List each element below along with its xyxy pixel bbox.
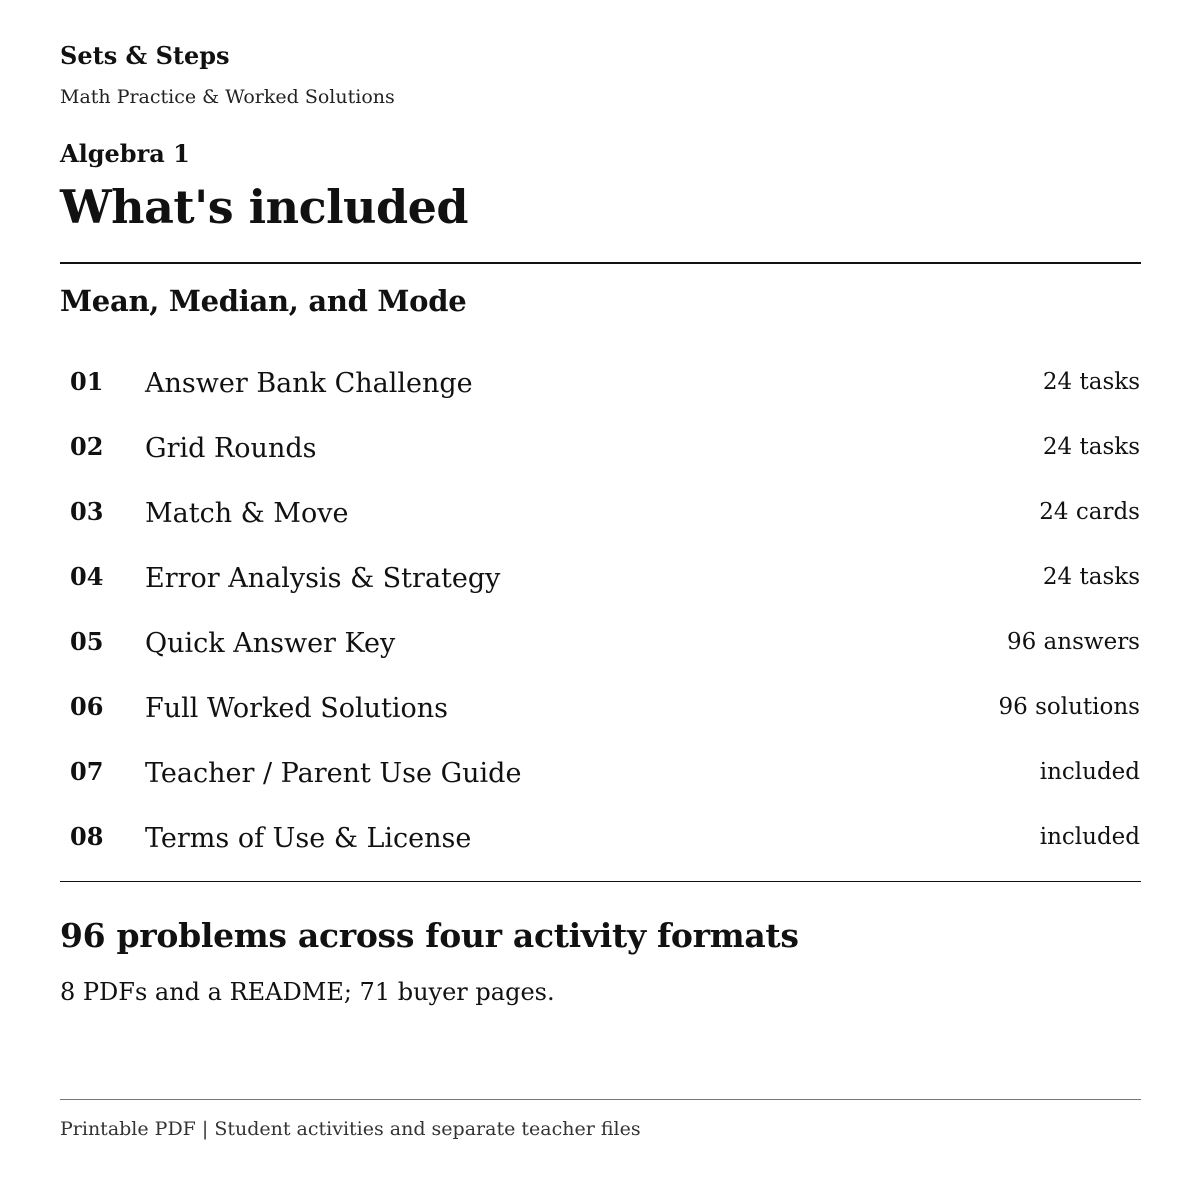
item-count: 96 solutions (998, 694, 1140, 720)
list-divider (60, 881, 1141, 882)
item-title: Quick Answer Key (145, 628, 396, 659)
footer-note: Printable PDF | Student activities and separate teacher files (60, 1118, 641, 1140)
footer-divider (60, 1099, 1141, 1100)
item-number: 04 (70, 562, 104, 591)
item-number: 06 (70, 692, 104, 721)
item-title: Grid Rounds (145, 433, 317, 464)
list-item (60, 417, 1141, 482)
item-title: Answer Bank Challenge (145, 368, 473, 399)
list-item (60, 742, 1141, 807)
list-item (60, 807, 1141, 872)
item-count: 24 tasks (1042, 564, 1140, 590)
brand-tagline: Math Practice & Worked Solutions (60, 86, 395, 108)
item-title: Terms of Use & License (145, 823, 472, 854)
course-label: Algebra 1 (60, 139, 190, 168)
summary-headline: 96 problems across four activity formats (60, 916, 799, 955)
item-count: 24 tasks (1042, 434, 1140, 460)
page-title: What's included (60, 180, 469, 234)
list-item (60, 547, 1141, 612)
item-number: 08 (70, 822, 104, 851)
item-number: 05 (70, 627, 104, 656)
included-items-list (60, 352, 1141, 872)
list-item (60, 352, 1141, 417)
item-count: included (1039, 824, 1140, 850)
item-count: 96 answers (1006, 629, 1140, 655)
item-count: 24 cards (1039, 499, 1140, 525)
section-title: Mean, Median, and Mode (60, 284, 467, 318)
list-item (60, 482, 1141, 547)
brand-name: Sets & Steps (60, 41, 230, 70)
item-title: Full Worked Solutions (145, 693, 449, 724)
item-title: Teacher / Parent Use Guide (145, 758, 522, 789)
product-page (60, 0, 1141, 1200)
item-number: 03 (70, 497, 104, 526)
item-number: 07 (70, 757, 104, 786)
list-item (60, 612, 1141, 677)
item-count: included (1039, 759, 1140, 785)
item-title: Match & Move (145, 498, 349, 529)
item-count: 24 tasks (1042, 369, 1140, 395)
item-number: 02 (70, 432, 104, 461)
item-title: Error Analysis & Strategy (145, 563, 501, 594)
list-item (60, 677, 1141, 742)
header-divider (60, 262, 1141, 264)
summary-detail: 8 PDFs and a README; 71 buyer pages. (60, 978, 555, 1006)
item-number: 01 (70, 367, 104, 396)
